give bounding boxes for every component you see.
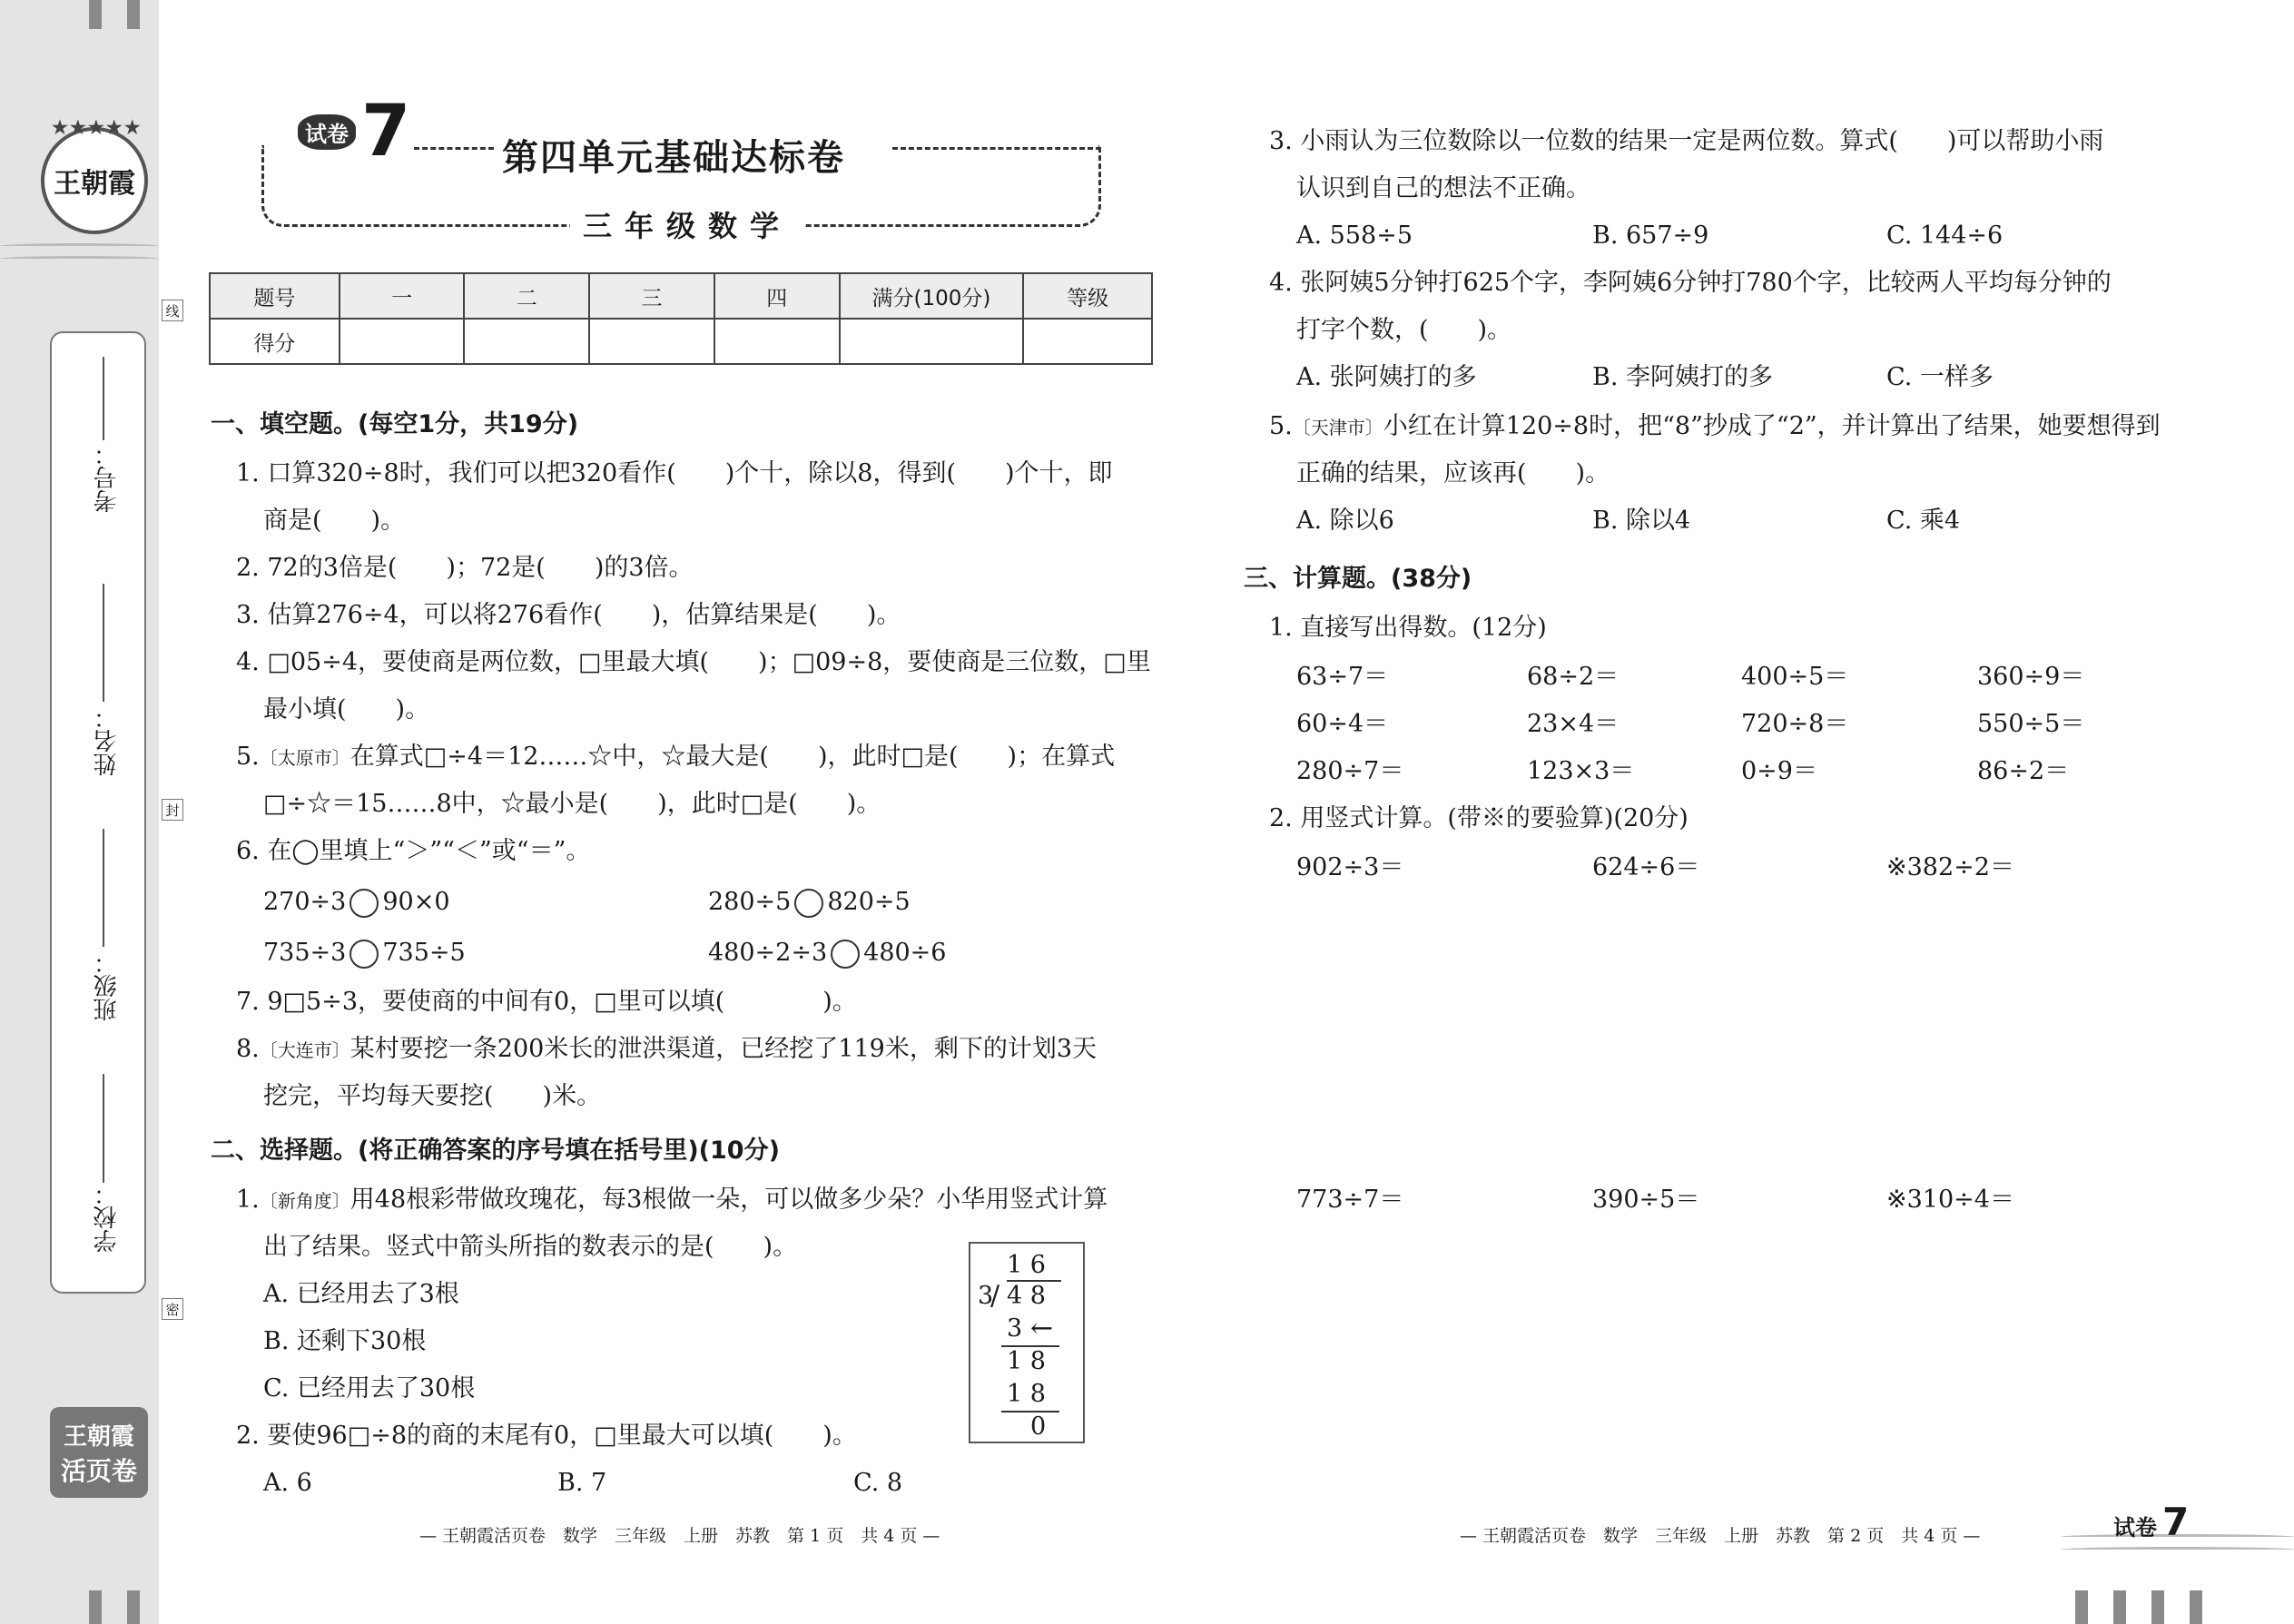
oral-calc: 63÷7＝ <box>1296 663 1389 691</box>
s1-q6: 6. 在◯里填上“＞”“＜”或“＝”。 <box>236 837 591 865</box>
option-b[interactable]: B. 还剩下30根 <box>263 1327 427 1355</box>
decor-wave <box>0 256 159 261</box>
option-a[interactable]: A. 558÷5 <box>1296 221 1413 250</box>
s2-q4-line2: 打字个数，( )。 <box>1296 316 1512 344</box>
s1-q8-line1 <box>236 1035 1097 1064</box>
table-row-label: 得分 <box>210 319 340 364</box>
header-dash <box>892 147 1101 150</box>
division-step: 1 8 <box>1007 1380 1046 1408</box>
field-label: 班级： <box>93 950 121 1021</box>
s1-q4-line2: 最小填( )。 <box>263 695 430 723</box>
compare-circle-blank[interactable] <box>350 889 379 918</box>
field-line <box>103 584 104 702</box>
compare-item <box>263 888 450 918</box>
section1-title: 一、填空题。(每空1分，共19分) <box>211 410 579 438</box>
field-name[interactable] <box>88 705 124 776</box>
compare-right: 820÷5 <box>827 888 911 916</box>
s2-q1-line2: 出了结果。竖式中箭头所指的数表示的是( )。 <box>263 1233 798 1261</box>
binding-tick <box>89 1590 102 1624</box>
option-c[interactable]: C. 144÷6 <box>1886 221 2004 250</box>
q5-text: 小红在计算120÷8时，把“8”抄成了“2”，并计算出了结果，她要想得到 <box>1383 412 2161 440</box>
cut-mark-secret: 密 <box>162 1298 183 1320</box>
field-label: 学校： <box>93 1182 121 1253</box>
s3-sub2: 2. 用竖式计算。(带※的要验算)(20分) <box>1269 804 1689 832</box>
footer-left: — 王朝霞活页卷 数学 三年级 上册 苏教 第 1 页 共 4 页 — <box>419 1526 940 1546</box>
corner-badge-label: 试卷 <box>2113 1515 2157 1540</box>
field-school[interactable] <box>88 1182 124 1253</box>
compare-item <box>263 939 466 969</box>
option-b[interactable]: B. 李阿姨打的多 <box>1592 363 1774 391</box>
compare-right: 90×0 <box>382 888 450 916</box>
compare-circle-blank[interactable] <box>831 940 860 969</box>
option-a[interactable]: A. 张阿姨打的多 <box>1296 363 1477 391</box>
score-cell[interactable] <box>464 319 589 364</box>
region-tag: 〔太原市〕 <box>259 747 350 769</box>
region-tag: 〔新角度〕 <box>259 1190 350 1212</box>
oral-calc: 86÷2＝ <box>1977 757 2070 785</box>
exam-badge: 试卷 <box>298 114 356 150</box>
s1-q8-line2: 挖完，平均每天要挖( )米。 <box>263 1082 602 1110</box>
q1-text: 用48根彩带做玫瑰花，每3根做一朵，可以做多少朵？小华用竖式计算 <box>350 1186 1108 1214</box>
division-divisor: 3 <box>978 1282 994 1310</box>
long-division-diagram <box>969 1242 1085 1443</box>
arrow-left-icon: ← <box>1030 1313 1054 1344</box>
q5-number: 5. <box>1269 412 1293 440</box>
compare-right: 735÷5 <box>382 939 466 967</box>
score-cell[interactable] <box>340 319 465 364</box>
score-cell[interactable] <box>840 319 1024 364</box>
option-b[interactable]: B. 7 <box>557 1469 607 1497</box>
q8-text: 某村要挖一条200米长的泄洪渠道，已经挖了119米，剩下的计划3天 <box>350 1035 1098 1063</box>
brand-seal-logo <box>41 116 148 234</box>
division-dividend: 4 8 <box>1007 1282 1046 1310</box>
section3-title: 三、计算题。(38分) <box>1244 565 1472 593</box>
student-info-box <box>50 331 146 1294</box>
oral-calc: 23×4＝ <box>1527 710 1620 738</box>
binding-tick <box>127 0 140 29</box>
vertical-calc: ※310÷4＝ <box>1886 1186 2014 1214</box>
table-header-cell: 二 <box>464 273 589 319</box>
vertical-calc: 390÷5＝ <box>1592 1186 1700 1214</box>
table-header-cell: 题号 <box>210 273 340 319</box>
binding-strip <box>0 0 159 1624</box>
option-b[interactable]: B. 657÷9 <box>1592 221 1709 250</box>
score-cell[interactable] <box>589 319 714 364</box>
s2-q5-line1 <box>1269 412 2161 441</box>
oral-calc: 550÷5＝ <box>1977 710 2085 738</box>
option-c[interactable]: C. 8 <box>853 1469 903 1497</box>
score-table <box>209 272 1153 365</box>
q5-number: 5. <box>236 743 260 771</box>
table-header-cell: 满分(100分) <box>840 273 1024 319</box>
division-quotient: 1 6 <box>1007 1251 1046 1279</box>
s1-q5-line2: □÷☆＝15……8中，☆最小是( )，此时□是( )。 <box>263 790 881 818</box>
option-b[interactable]: B. 除以4 <box>1592 507 1691 535</box>
score-cell[interactable] <box>714 319 840 364</box>
binding-tick <box>2075 1590 2088 1624</box>
field-line <box>103 829 104 947</box>
field-line <box>103 1074 104 1183</box>
table-header-cell: 三 <box>589 273 714 319</box>
s1-q1-line1: 1. 口算320÷8时，我们可以把320看作( )个十，除以8，得到( )个十，即 <box>236 459 1113 487</box>
binding-tick <box>2151 1590 2164 1624</box>
compare-left: 735÷3 <box>263 939 347 967</box>
bottom-logo-line2: 活页卷 <box>60 1455 137 1486</box>
score-cell[interactable] <box>1023 319 1152 364</box>
vertical-calc: 902÷3＝ <box>1296 853 1404 881</box>
s2-q1-line1 <box>236 1186 1108 1215</box>
option-a[interactable]: A. 6 <box>263 1469 312 1497</box>
division-remainder: 0 <box>1030 1412 1047 1441</box>
oral-calc: 68÷2＝ <box>1527 663 1620 691</box>
oral-calc: 280÷7＝ <box>1296 757 1404 785</box>
s3-sub1: 1. 直接写出得数。(12分) <box>1269 614 1547 642</box>
s2-q3-line1: 3. 小雨认为三位数除以一位数的结果一定是两位数。算式( )可以帮助小雨 <box>1269 127 2104 155</box>
option-c[interactable]: C. 乘4 <box>1886 507 1961 535</box>
bottom-logo-line1: 王朝霞 <box>63 1422 134 1451</box>
binding-tick <box>2190 1590 2202 1624</box>
corner-badge-number: 7 <box>2162 1500 2190 1544</box>
binding-tick <box>127 1590 140 1624</box>
oral-calc: 400÷5＝ <box>1741 663 1849 691</box>
compare-left: 270÷3 <box>263 888 347 916</box>
division-step: 1 8 <box>1007 1347 1046 1375</box>
section2-title: 二、选择题。(将正确答案的序号填在括号里)(10分) <box>211 1137 780 1165</box>
option-c[interactable]: C. 一样多 <box>1886 363 1994 391</box>
bottom-brand-logo <box>50 1407 148 1498</box>
seal-stars: ★★★★★ <box>52 116 143 138</box>
compare-right: 480÷6 <box>863 939 947 967</box>
region-tag: 〔大连市〕 <box>259 1039 350 1061</box>
compare-left: 480÷2÷3 <box>708 939 828 967</box>
oral-calc: 0÷9＝ <box>1741 757 1817 785</box>
field-line <box>103 357 104 440</box>
field-class[interactable] <box>88 950 124 1021</box>
table-header-cell: 等级 <box>1023 273 1152 319</box>
s1-q5-line1 <box>236 743 1115 772</box>
oral-calc: 360÷9＝ <box>1977 663 2085 691</box>
oral-calc: 123×3＝ <box>1527 757 1635 785</box>
vertical-calc: ※382÷2＝ <box>1886 853 2014 881</box>
field-label: 考号： <box>93 442 121 513</box>
s1-q7: 7. 9□5÷3，要使商的中间有0，□里可以填( )。 <box>236 988 857 1016</box>
exam-number: 7 <box>361 91 411 172</box>
division-bracket: / <box>990 1280 1000 1312</box>
cut-mark-seal: 封 <box>162 799 183 821</box>
oral-calc: 60÷4＝ <box>1296 710 1389 738</box>
s2-q4-line1: 4. 张阿姨5分钟打625个字，李阿姨6分钟打780个字，比较两人平均每分钟的 <box>1269 269 2112 297</box>
q8-number: 8. <box>236 1035 260 1063</box>
option-a[interactable]: A. 已经用去了3根 <box>263 1280 459 1308</box>
option-c[interactable]: C. 已经用去了30根 <box>263 1374 476 1403</box>
decor-wave <box>2061 1547 2294 1552</box>
seal-text: 王朝霞 <box>54 168 135 200</box>
compare-circle-blank[interactable] <box>350 940 379 969</box>
compare-item <box>708 888 911 918</box>
s1-q3: 3. 估算276÷4，可以将276看作( )，估算结果是( )。 <box>236 601 901 629</box>
exam-subtitle: 三年级数学 <box>570 203 804 245</box>
q1-number: 1. <box>236 1186 260 1214</box>
division-bar <box>1007 1280 1061 1282</box>
exam-header <box>261 91 1101 243</box>
exam-corner-badge <box>2113 1500 2189 1544</box>
field-exam-number[interactable] <box>88 442 124 513</box>
vertical-calc: 773÷7＝ <box>1296 1186 1404 1214</box>
binding-tick <box>2113 1590 2126 1624</box>
compare-circle-blank[interactable] <box>794 889 823 918</box>
s1-q2: 2. 72的3倍是( )；72是( )的3倍。 <box>236 554 694 582</box>
s1-q4-line1: 4. □05÷4，要使商是两位数，□里最大填( )；□09÷8，要使商是三位数，□里 <box>236 648 1151 676</box>
table-header-cell: 一 <box>340 273 465 319</box>
decor-wave <box>0 243 159 249</box>
region-tag: 〔天津市〕 <box>1292 417 1383 438</box>
compare-item <box>708 939 946 969</box>
field-label: 姓名： <box>93 705 121 776</box>
vertical-calc: 624÷6＝ <box>1592 853 1700 881</box>
s2-q2: 2. 要使96□÷8的商的末尾有0，□里最大可以填( )。 <box>236 1422 857 1450</box>
score-table-header-row <box>210 273 1152 319</box>
division-step: 3 <box>1007 1314 1023 1343</box>
binding-tick <box>89 0 102 29</box>
s2-q3-line2: 认识到自己的想法不正确。 <box>1296 174 1590 202</box>
s1-q1-line2: 商是( )。 <box>263 507 406 535</box>
header-dash <box>414 147 494 150</box>
q5-text: 在算式□÷4＝12……☆中，☆最大是( )，此时□是( )；在算式 <box>350 743 1116 771</box>
option-a[interactable]: A. 除以6 <box>1296 507 1394 535</box>
table-header-cell: 四 <box>714 273 840 319</box>
footer-right: — 王朝霞活页卷 数学 三年级 上册 苏教 第 2 页 共 4 页 — <box>1460 1526 1981 1546</box>
compare-left: 280÷5 <box>708 888 792 916</box>
score-table-row <box>210 319 1152 364</box>
oral-calc: 720÷8＝ <box>1741 710 1849 738</box>
s2-q5-line2: 正确的结果，应该再( )。 <box>1296 459 1610 487</box>
exam-title: 第四单元基础达标卷 <box>502 137 845 179</box>
cut-mark-line: 线 <box>162 300 183 321</box>
